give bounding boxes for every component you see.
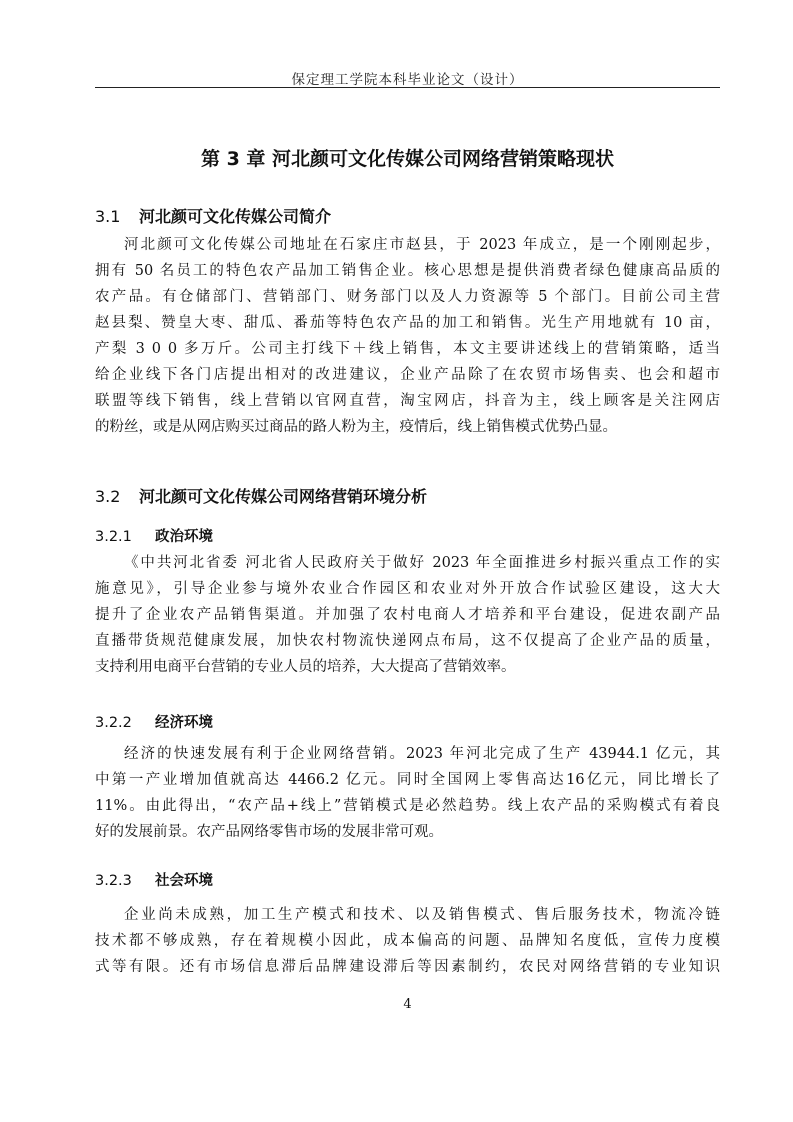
text-line: 提升了企业农产品销售渠道。并加强了农村电商人才培养和平台建设，促进农副产品: [95, 607, 720, 623]
text-line: 支持利用电商平台营销的专业人员的培养，大大提高了营销效率。: [95, 659, 516, 675]
text-line: 技术都不够成熟，存在着规模小因此，成本偏高的问题、品牌知名度低，宣传力度模: [95, 933, 720, 949]
chapter-title: 第 3 章 河北颜可文化传媒公司网络营销策略现状: [200, 148, 615, 170]
page-number: 4: [403, 997, 412, 1012]
subsection-heading-3-2-1: [95, 525, 213, 546]
text-line: 赵县梨、赞皇大枣、甜瓜、番茄等特色农产品的加工和销售。光生产用地就有 10 亩，: [95, 315, 720, 331]
text-line: 好的发展前景。农产品网络零售市场的发展非常可观。: [95, 824, 443, 840]
text-line: 施意见》，引导企业参与境外农业合作园区和农业对外开放合作试验区建设，这大大: [95, 581, 720, 597]
subsection-number: 3.2.1: [95, 529, 132, 545]
text-line: 的粉丝，或是从网店购买过商品的路人粉为主，疫情后，线上销售模式优势凸显。: [95, 419, 617, 435]
text-line: 企业尚未成熟，加工生产模式和技术、以及销售模式、售后服务技术，物流冷链: [124, 907, 720, 923]
text-line: 拥有 50 名员工的特色农产品加工销售企业。核心思想是提供消费者绿色健康高品质的: [95, 263, 720, 279]
subsection-title: 经济环境: [155, 715, 213, 731]
section-title: 河北颜可文化传媒公司网络营销环境分析: [139, 487, 428, 506]
subsection-title: 社会环境: [155, 873, 213, 889]
section-heading-3-1: [95, 204, 331, 227]
text-line: 农产品。有仓储部门、营销部门、财务部门以及人力资源等 5 个部门。目前公司主营: [95, 289, 720, 305]
section-title: 河北颜可文化传媒公司简介: [139, 207, 332, 226]
text-line: 联盟等线下销售，线上营销以官网直营，淘宝网店，抖音为主，线上顾客是关注网店: [95, 393, 720, 409]
section-heading-3-2: [95, 484, 427, 507]
paragraph-3-2-1: [95, 550, 720, 680]
subsection-heading-3-2-2: [95, 711, 213, 732]
subsection-title: 政治环境: [155, 529, 213, 545]
subsection-number: 3.2.2: [95, 715, 132, 731]
running-header: 保定理工学院本科毕业论文（设计）: [291, 72, 524, 88]
header-rule: [95, 87, 720, 88]
section-number: 3.2: [95, 487, 121, 506]
paragraph-3-2-3: [95, 902, 720, 980]
text-line: 直播带货规范健康发展，加快农村物流快递网点布局，这不仅提高了企业产品的质量，: [95, 633, 720, 649]
subsection-heading-3-2-3: [95, 869, 213, 890]
text-line: 产梨 3 0 0 多万斤。公司主打线下＋线上销售，本文主要讲述线上的营销策略，适当: [95, 341, 720, 357]
paragraph-3-1: [95, 232, 720, 440]
subsection-number: 3.2.3: [95, 873, 132, 889]
section-number: 3.1: [95, 207, 121, 226]
text-line: 经济的快速发展有利于企业网络营销。2023 年河北完成了生产 43944.1 亿元，其: [124, 746, 720, 762]
text-line: 11%。由此得出，“农产品+线上”营销模式是必然趋势。线上农产品的采购模式有着良: [95, 798, 720, 814]
text-line: 中第一产业增加值就高达 4466.2 亿元。同时全国网上零售高达16亿元，同比增长了: [95, 772, 720, 788]
text-line: 河北颜可文化传媒公司地址在石家庄市赵县，于 2023 年成立，是一个刚刚起步，: [124, 237, 720, 253]
paragraph-3-2-2: [95, 741, 720, 845]
text-line: 给企业线下各门店提出相对的改进建议，企业产品除了在农贸市场售卖、也会和超市: [95, 367, 720, 383]
text-line: 式等有限。还有市场信息滞后品牌建设滞后等因素制约，农民对网络营销的专业知识: [95, 959, 720, 975]
text-line: 《中共河北省委 河北省人民政府关于做好 2023 年全面推进乡村振兴重点工作的实: [124, 555, 720, 571]
